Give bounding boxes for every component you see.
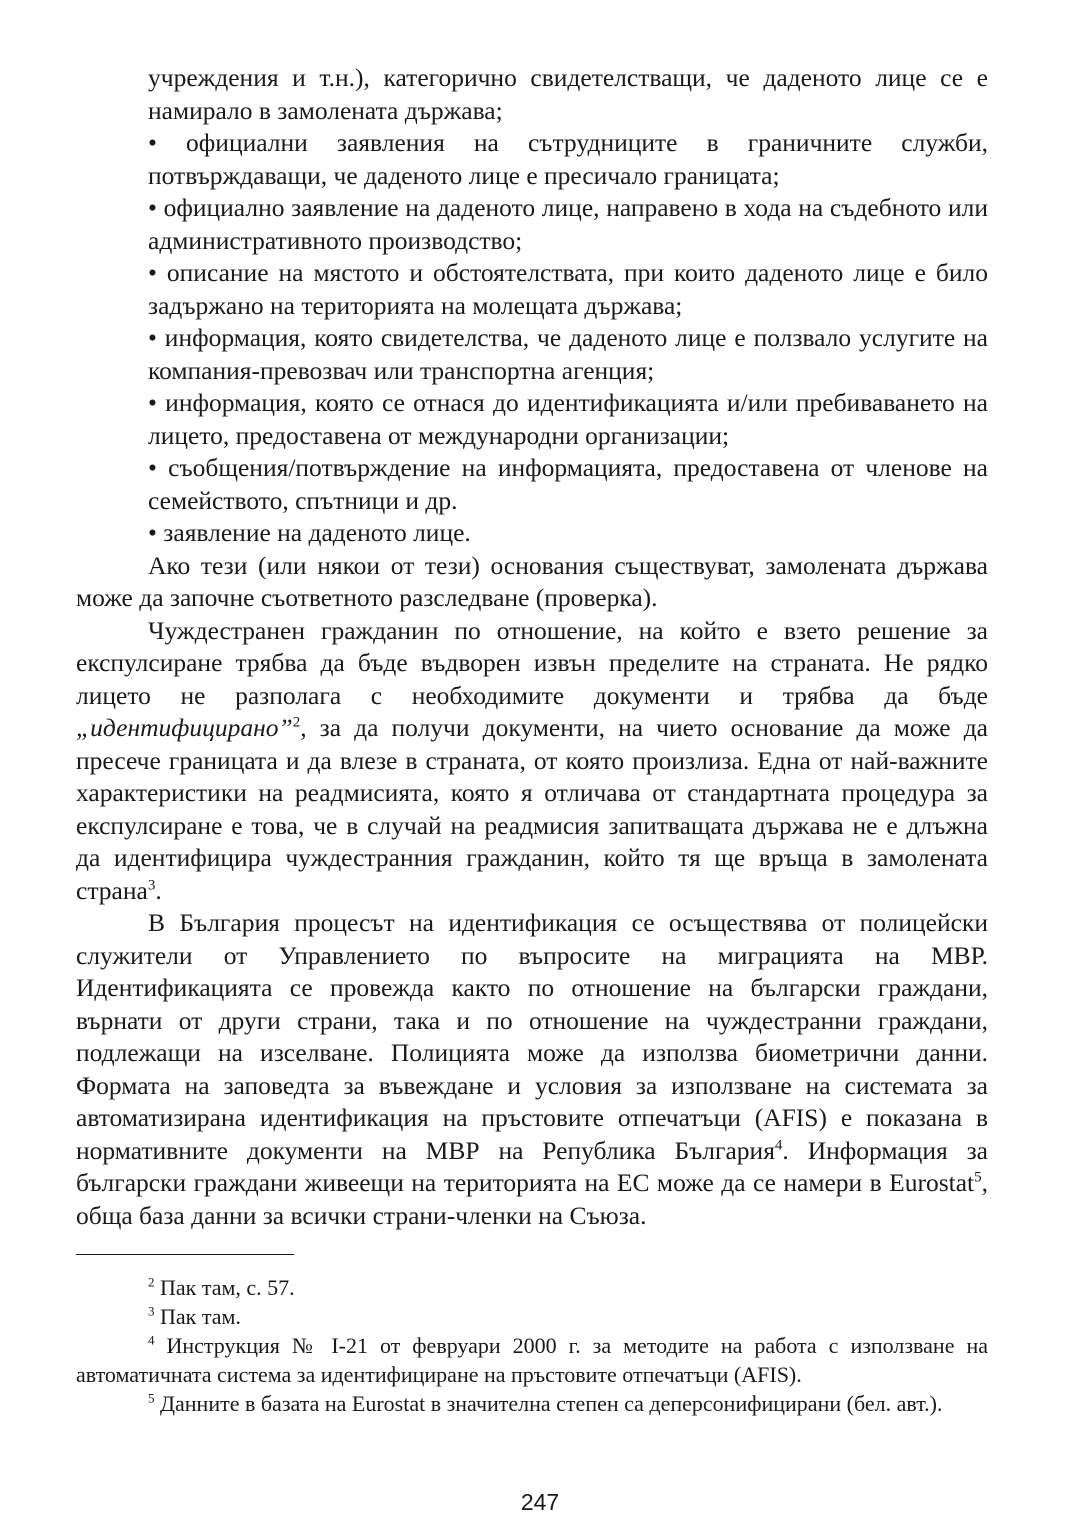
footnotes xyxy=(76,1273,988,1418)
paragraph-expulsion xyxy=(76,615,988,908)
paragraph-text: , обща база данни за всички страни-членки на Съюза. xyxy=(76,1168,988,1230)
continued-paragraph: учреждения и т.н.), категорично свидетелстващи, че даденото лице се е намирало в замолената държава; xyxy=(148,63,988,125)
bullet-item: • описание на мястото и обстоятелствата, при които даденото лице е било задържано на територията на молещата държава; xyxy=(148,258,988,320)
footnote-ref: 4 xyxy=(774,1137,783,1153)
paragraph-text: , за да получи документи, на чието основание да може да пресече границата и да влезе в страната, от която произлиза. Една от най-важните характеристики на реадмисията, която я отличава от стандартната процедура за експулсиране е това, че в случай на реадмисия запитващата държава не е длъжна да идентифицира чуждестранния гражданин, който тя ще връща в замолената страна xyxy=(76,713,988,905)
bullet-item: • информация, която се отнася до идентификацията и/или пребиваването на лицето, предоставена от международни организации; xyxy=(148,388,988,450)
bullet-item: • официално заявление на даденото лице, направено в хода на съдебното или административното производство; xyxy=(148,193,988,255)
footnote xyxy=(76,1302,988,1331)
footnote-ref: 5 xyxy=(974,1169,982,1186)
paragraph-investigation: Ако тези (или някои от тези) основания съществуват, замолената държава може да започне съответното разследване (проверка). xyxy=(76,550,988,612)
footnote-number: 2 xyxy=(148,1274,155,1290)
footnote-text: Данните в базата на Eurostat в значителна степен са деперсонифицирани (бел. авт.). xyxy=(154,1391,943,1416)
paragraph-text: . Информация за български граждани живеещи на територията на ЕС може да се намери в Eurostat xyxy=(76,1135,988,1197)
paragraph-text: . xyxy=(155,875,162,905)
footnote-number: 4 xyxy=(148,1332,155,1348)
page-body xyxy=(76,62,988,1418)
footnote-text: Инструкция № I-21 от февруари 2000 г. за методите на работа с използване на автоматичната система за идентифициране на пръстовите отпечатъци (AFIS). xyxy=(76,1333,988,1387)
bullet-item: • съобщения/потвърждение на информацията, предоставена от членове на семейството, спътници и др. xyxy=(148,453,988,515)
footnote-divider xyxy=(76,1254,294,1255)
page-number: 247 xyxy=(520,1489,560,1515)
footnote xyxy=(76,1331,988,1389)
footnote-number: 3 xyxy=(148,1303,155,1319)
footnote-ref: 2 xyxy=(292,714,301,731)
paragraph-bulgaria xyxy=(76,907,988,1232)
footnote-ref: 3 xyxy=(147,877,156,893)
footnote-text: Пак там. xyxy=(154,1304,241,1329)
paragraph-text: В България процесът на идентификация се осъществява от полицейски служители от Управлението по въпросите на миграцията на МВР. Идентификацията се провежда както по отношение на български граждани, върнати от други страни, така и по отношение на чуждестранни граждани, подлежащи на изселване. Полицията може да използва биометрични данни. Формата на заповедта за въвеждане и условия за използване на системата за автоматизирана идентификация на пръстовите отпечатъци (AFIS) е показана в нормативните документи на МВР на Република България xyxy=(76,908,988,1165)
footnote-text: Пак там, с. 57. xyxy=(154,1275,295,1300)
bullet-item: • официални заявления на сътрудниците в граничните служби, потвърждаващи, че даденото лице е пресичало границата; xyxy=(148,128,988,190)
footnote-number: 5 xyxy=(148,1390,155,1406)
bullet-item: • заявление на даденото лице. xyxy=(148,518,471,547)
footnote xyxy=(76,1389,988,1418)
italic-term: „идентифицирано” xyxy=(76,713,293,742)
footnote xyxy=(76,1273,988,1302)
bullet-item: • информация, която свидетелства, че даденото лице е ползвало услугите на компания-превозвач или транспортна агенция; xyxy=(148,323,988,385)
paragraph-text: Чуждестранен гражданин по отношение, на който е взето решение за експулсиране трябва да бъде въдворен извън пределите на страната. Не рядко лицето не разполага с необходимите документи и трябва да бъде xyxy=(76,615,988,710)
